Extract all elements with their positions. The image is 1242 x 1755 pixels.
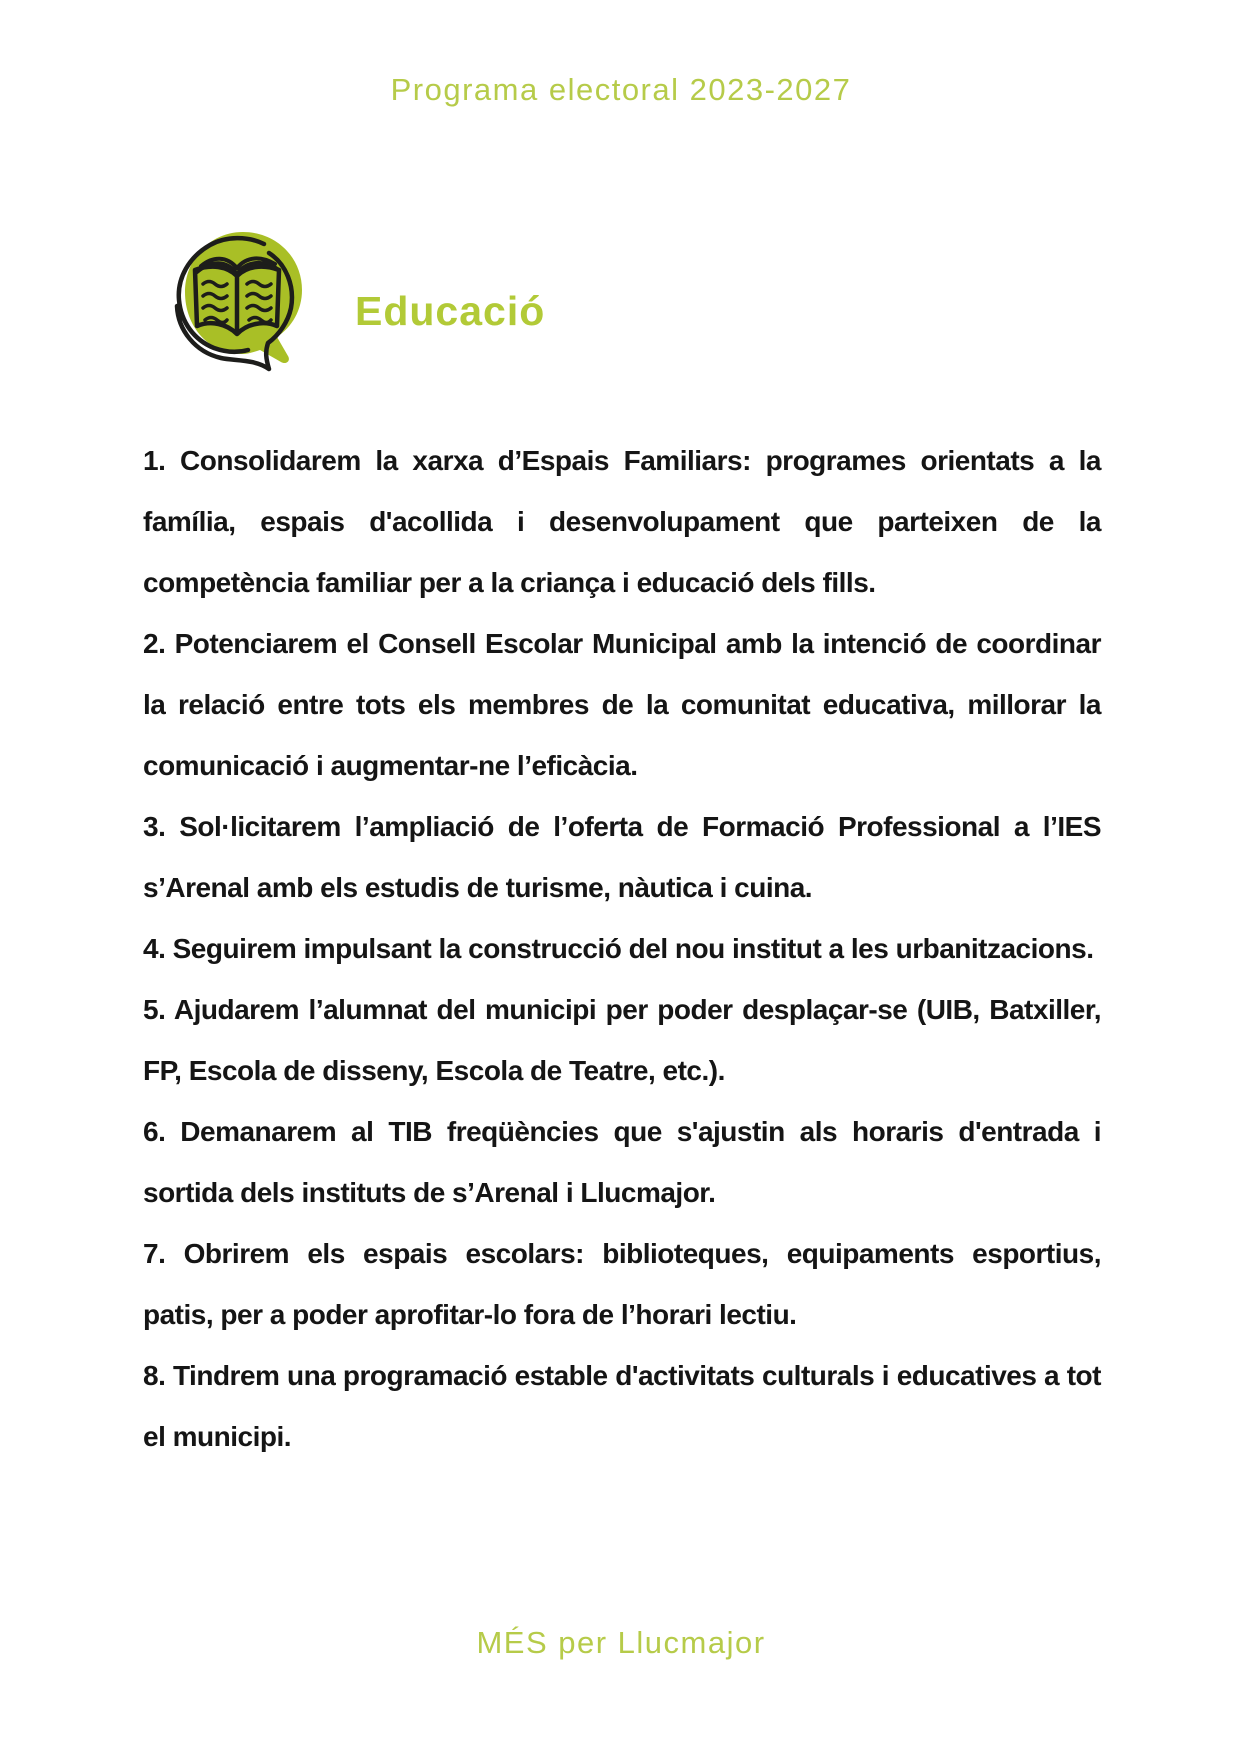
program-item-7: 7. Obrirem els espais escolars: biblioteques, equipaments esportius, patis, per a poder aprofitar-lo fora de l’horari lectiu. <box>143 1238 1101 1330</box>
program-item-3: 3. Sol·licitarem l’ampliació de l’oferta de Formació Professional a l’IES s’Arenal amb els estudis de turisme, nàutica i cuina. <box>143 811 1101 903</box>
page-header-title: Programa electoral 2023-2027 <box>390 72 852 107</box>
program-item-8: 8. Tindrem una programació estable d'activitats culturals i educatives a tot el municipi. <box>143 1360 1101 1452</box>
program-item-2: 2. Potenciarem el Consell Escolar Municipal amb la intenció de coordinar la relació entre tots els membres de la comunitat educativa, millorar la comunicació i augmentar-ne l’eficàcia. <box>143 628 1101 781</box>
program-item-1: 1. Consolidarem la xarxa d’Espais Familiars: programes orientats a la família, espais d'acollida i desenvolupament que parteixen de la competència familiar per a la criança i educació dels fills. <box>143 445 1101 598</box>
page-footer-title: MÉS per Llucmajor <box>476 1625 766 1660</box>
section-heading <box>165 228 545 380</box>
open-book-speech-bubble-icon <box>165 228 307 380</box>
program-items <box>143 430 1101 1467</box>
program-item-6: 6. Demanarem al TIB freqüències que s'ajustin als horaris d'entrada i sortida dels instituts de s’Arenal i Llucmajor. <box>143 1116 1101 1208</box>
program-item-4: 4. Seguirem impulsant la construcció del nou institut a les urbanitzacions. <box>143 933 1094 964</box>
section-title: Educació <box>355 287 546 334</box>
program-item-5: 5. Ajudarem l’alumnat del municipi per poder desplaçar-se (UIB, Batxiller, FP, Escola de disseny, Escola de Teatre, etc.). <box>143 994 1101 1086</box>
